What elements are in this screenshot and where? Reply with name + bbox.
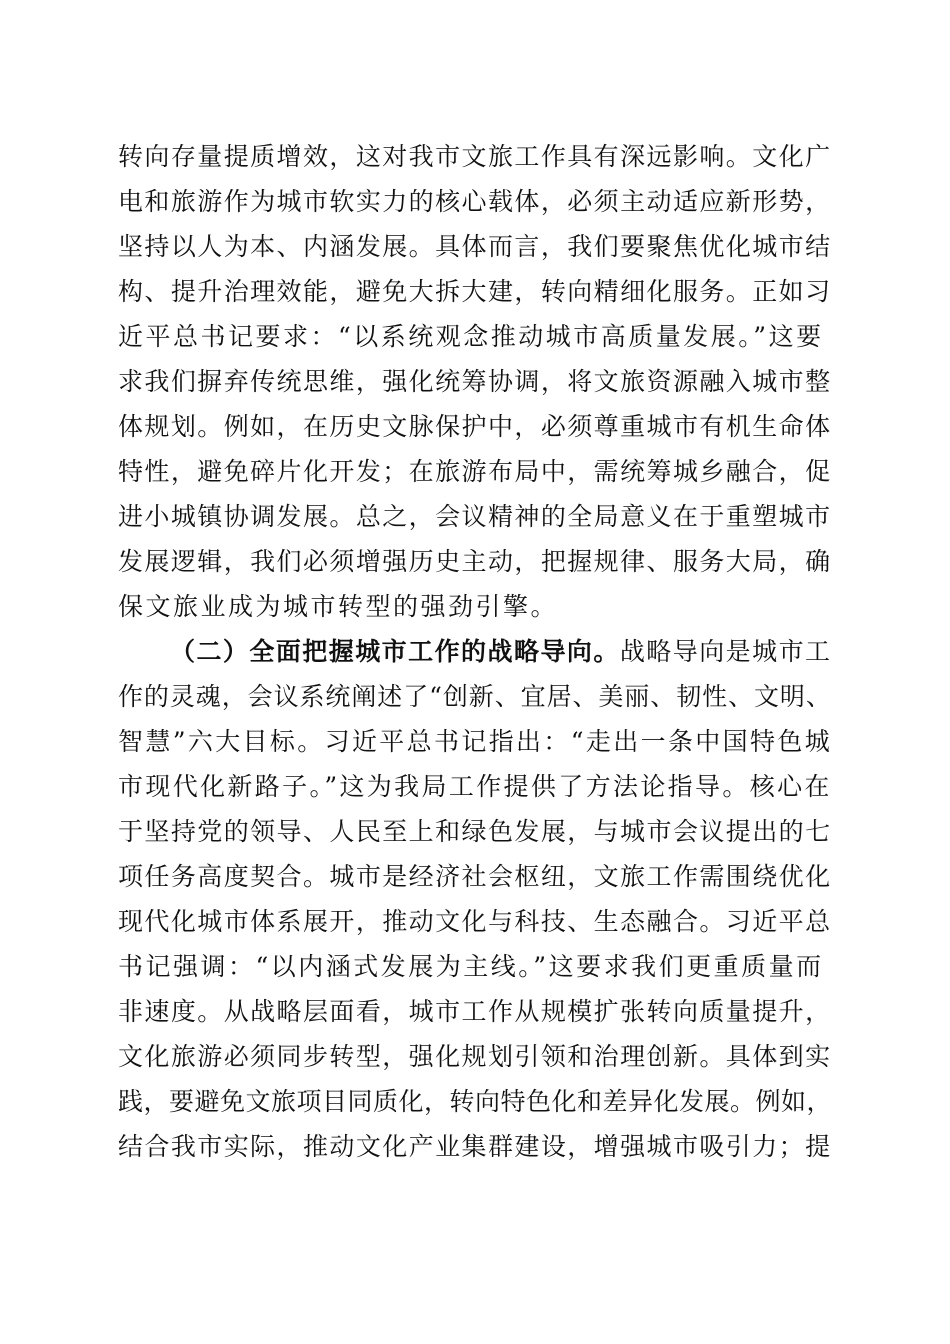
paragraph1-line: 近平总书记要求：“以系统观念推动城市高质量发展。”这要 bbox=[118, 322, 824, 351]
paragraph2-line: 文化旅游必须同步转型，强化规划引领和治理创新。具体到实 bbox=[118, 1042, 832, 1071]
paragraph1-line: 特性，避免碎片化开发；在旅游布局中，需统筹城乡融合，促 bbox=[118, 457, 832, 486]
paragraph2-first-line bbox=[170, 632, 832, 672]
paragraph1-line: 进小城镇协调发展。总之，会议精神的全局意义在于重塑城市 bbox=[118, 502, 832, 531]
paragraph2-line: 现代化城市体系展开，推动文化与科技、生态融合。习近平总 bbox=[118, 907, 832, 936]
paragraph1-line: 保文旅业成为城市转型的强劲引擎。 bbox=[118, 592, 559, 621]
paragraph2-line: 于坚持党的领导、人民至上和绿色发展，与城市会议提出的七 bbox=[118, 817, 832, 846]
paragraph2-line: 结合我市实际，推动文化产业集群建设，增强城市吸引力；提 bbox=[118, 1132, 832, 1161]
paragraph1-line: 坚持以人为本、内涵发展。具体而言，我们要聚焦优化城市结 bbox=[118, 232, 832, 261]
paragraph2-line: 践，要避免文旅项目同质化，转向特色化和差异化发展。例如， bbox=[118, 1087, 833, 1116]
paragraph2-line: 作的灵魂，会议系统阐述了“创新、宜居、美丽、韧性、文明、 bbox=[118, 682, 832, 711]
paragraph2-line: 书记强调：“以内涵式发展为主线。”这要求我们更重质量而 bbox=[118, 952, 824, 981]
section-heading: （二）全面把握城市工作的战略导向。 bbox=[170, 637, 620, 666]
paragraph2-line: 市现代化新路子。”这为我局工作提供了方法论指导。核心在 bbox=[118, 772, 832, 801]
paragraph1-line: 体规划。例如，在历史文脉保护中，必须尊重城市有机生命体 bbox=[118, 412, 832, 441]
paragraph1-line: 求我们摒弃传统思维，强化统筹协调，将文旅资源融入城市整 bbox=[118, 367, 832, 396]
paragraph1-line: 电和旅游作为城市软实力的核心载体，必须主动适应新形势， bbox=[118, 187, 832, 216]
paragraph2-line: 项任务高度契合。城市是经济社会枢纽，文旅工作需围绕优化 bbox=[118, 862, 832, 891]
paragraph2-line: 智慧”六大目标。习近平总书记指出：“走出一条中国特色城 bbox=[118, 727, 833, 756]
paragraph1-line: 转向存量提质增效，这对我市文旅工作具有深远影响。文化广 bbox=[118, 142, 832, 171]
paragraph1-line: 发展逻辑，我们必须增强历史主动，把握规律、服务大局，确 bbox=[118, 547, 832, 576]
paragraph1-line: 构、提升治理效能，避免大拆大建，转向精细化服务。正如习 bbox=[118, 277, 832, 306]
paragraph2-line: 非速度。从战略层面看，城市工作从规模扩张转向质量提升， bbox=[118, 997, 832, 1026]
paragraph2-first-line-text: 战略导向是城市工 bbox=[619, 637, 832, 666]
